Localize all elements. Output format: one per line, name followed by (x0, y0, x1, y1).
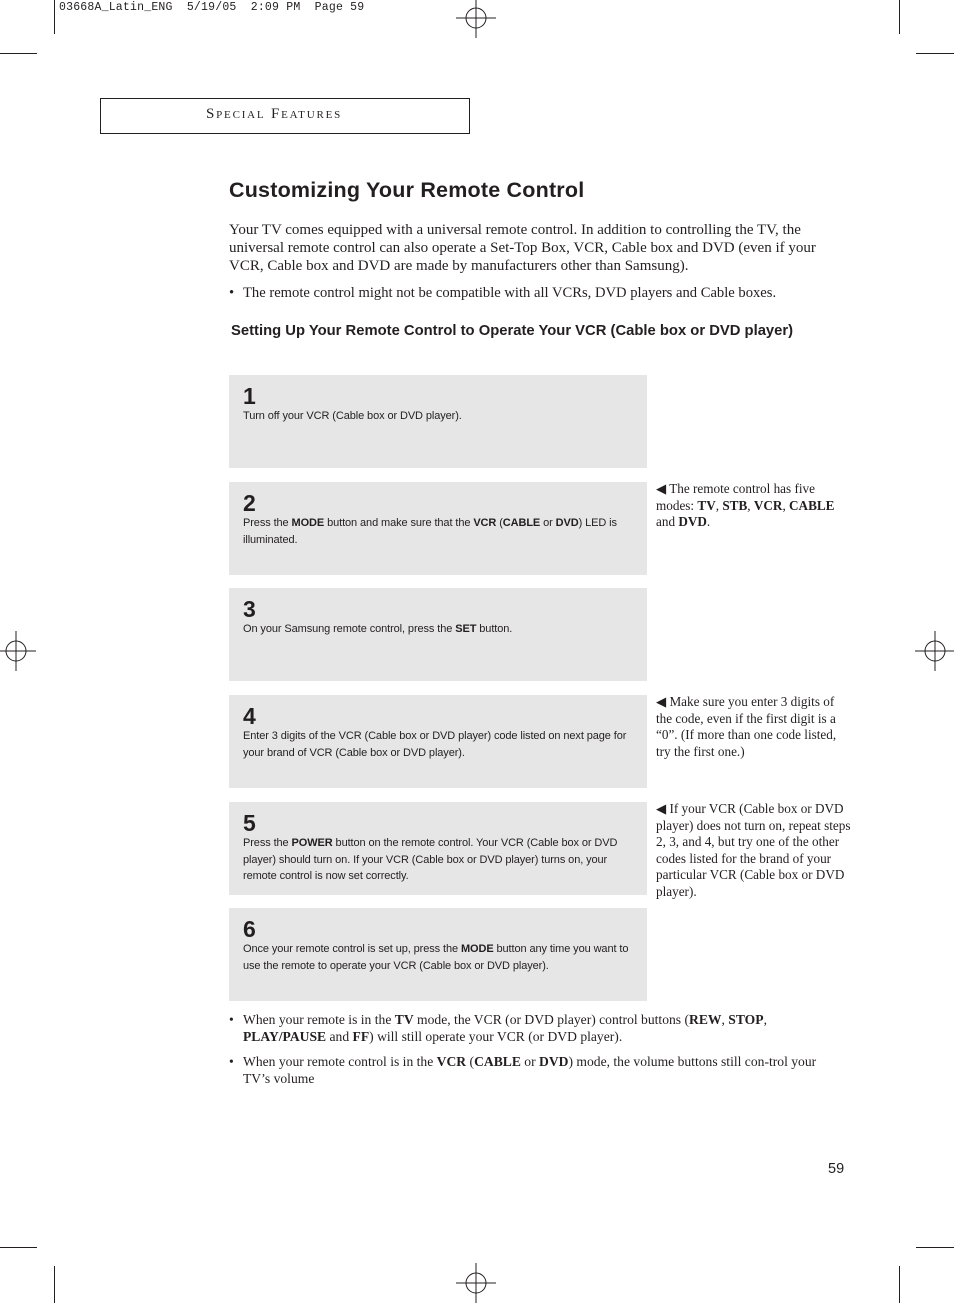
bullet-dot: • (229, 285, 235, 301)
page-number: 59 (828, 1161, 845, 1177)
section-title: Special Features (206, 106, 343, 122)
note-digits: ◀ Make sure you enter 3 digits of the code, even if the first digit is a “0”. (If more than one code listed, try the first one.) (656, 694, 837, 759)
crop-mark-top-right-h (916, 53, 954, 54)
step-text: Press the MODE button and make sure that the VCR (CABLE or DVD) LED is illuminated. (243, 517, 617, 546)
step-text: Turn off your VCR (Cable box or DVD player). (243, 410, 462, 422)
step-5-box (229, 802, 647, 895)
step-number: 5 (243, 810, 256, 836)
section-subtitle: Setting Up Your Remote Control to Operate Your VCR (Cable box or DVD player) (231, 323, 794, 339)
crop-mark-bottom-right-h (916, 1247, 954, 1248)
step-text: Enter 3 digits of the VCR (Cable box or DVD player) code listed on next page for your brand of VCR (Cable box or DVD player). (243, 730, 627, 759)
bullet-vcr-mode: • When your remote control is in the VCR (CABLE or DVD) mode, the volume buttons still con-trol your TV’s volume (229, 1054, 817, 1086)
note-arrow-icon: ◀ (656, 481, 667, 496)
note-arrow-icon: ◀ (656, 694, 667, 709)
bullet-dot: • (229, 1012, 234, 1027)
page-title: Customizing Your Remote Control (229, 178, 585, 202)
step-number: 2 (243, 490, 256, 516)
bullet-tv-mode: • When your remote is in the TV mode, the VCR (or DVD player) control buttons (REW, STOP, PLAY/PAUSE and FF) will still operate your VCR (or DVD player). (229, 1012, 767, 1044)
intro-bullet-text: The remote control might not be compatible with all VCRs, DVD players and Cable boxes. (243, 285, 777, 301)
step-number: 6 (243, 916, 256, 942)
crop-mark-top-left-h (0, 53, 37, 54)
step-text: Once your remote control is set up, press the MODE button any time you want to use the remote to operate your VCR (Cable box or DVD player). (243, 943, 629, 972)
registration-mark-top (456, 0, 496, 38)
note-arrow-icon: ◀ (656, 801, 667, 816)
crop-mark-top-right-v (899, 0, 900, 34)
step-4-box (229, 695, 647, 788)
step-3-box (229, 588, 647, 681)
step-text: Press the POWER button on the remote control. Your VCR (Cable box or DVD player) should turn on. If your VCR (Cable box or DVD player) turns on, your remote control is now set correctly. (243, 837, 618, 882)
step-2-box (229, 482, 647, 575)
note-modes: ◀ The remote control has five modes: TV, STB, VCR, CABLE and DVD. (656, 481, 835, 529)
step-number: 3 (243, 596, 256, 622)
bullet-dot: • (229, 1054, 234, 1069)
crop-mark-bottom-right-v (899, 1266, 900, 1303)
registration-mark-bottom (456, 1263, 496, 1303)
registration-mark-left (0, 631, 36, 671)
printer-slug: 03668A_Latin_ENG 5/19/05 2:09 PM Page 59 (59, 1, 365, 14)
note-retry: ◀ If your VCR (Cable box or DVD player) does not turn on, repeat steps 2, 3, and 4, but try one of the other codes listed for the brand of your particular VCR (Cable box or DVD player). (656, 801, 851, 899)
step-6-box (229, 908, 647, 1001)
step-number: 4 (243, 703, 256, 729)
step-text: On your Samsung remote control, press the SET button. (243, 623, 513, 635)
intro-bullet (229, 285, 855, 302)
crop-mark-top-left-v (54, 0, 55, 34)
crop-mark-bottom-left-h (0, 1247, 37, 1248)
step-number: 1 (243, 383, 256, 409)
crop-mark-bottom-left-v (54, 1266, 55, 1303)
intro-paragraph: Your TV comes equipped with a universal remote control. In addition to controlling the TV, the universal remote control can also operate a Set-Top Box, VCR, Cable box and DVD (even if your VCR, Cable box and DVD are made by manufacturers other than Samsung). (229, 222, 816, 274)
step-1-box (229, 375, 647, 468)
registration-mark-right (915, 631, 954, 671)
